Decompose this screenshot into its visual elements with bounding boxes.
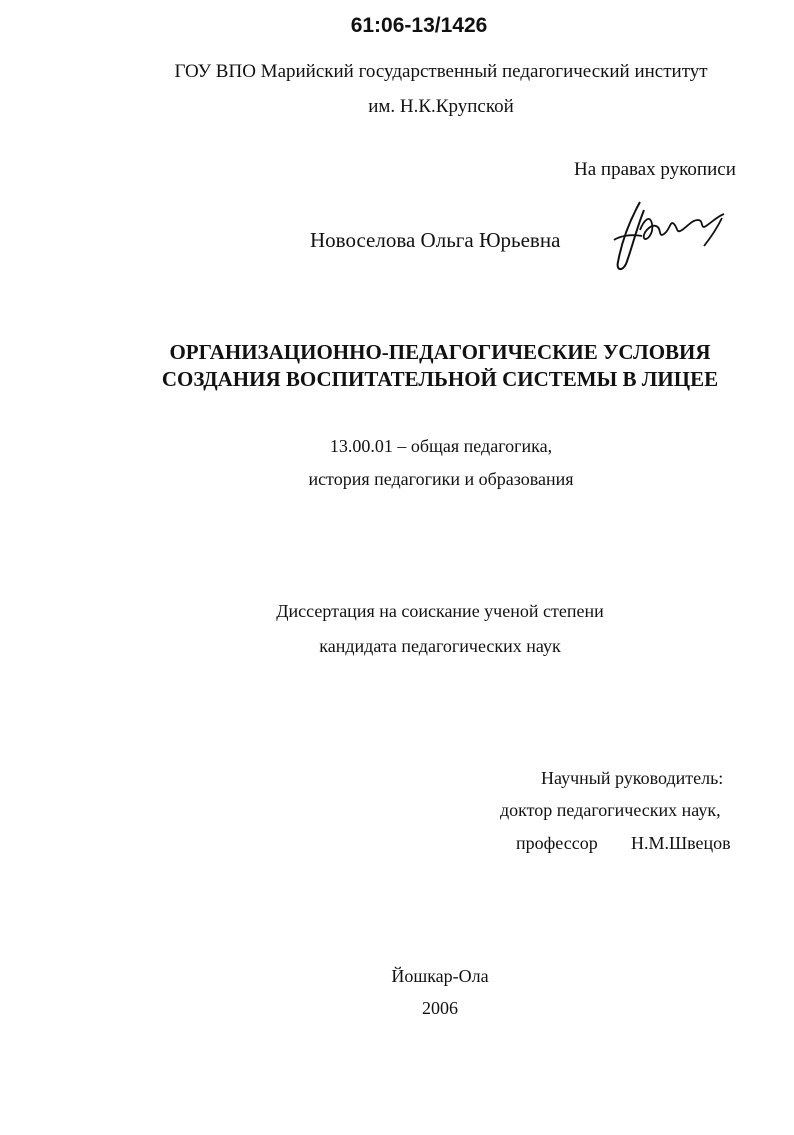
year: 2006 — [422, 998, 458, 1018]
supervisor-degree: доктор педагогических наук, — [500, 800, 721, 820]
institution-named-after: им. Н.К.Крупской — [368, 96, 514, 117]
dissertation-purpose: Диссертация на соискание ученой степени — [276, 601, 604, 621]
dissertation-degree: кандидата педагогических наук — [319, 636, 561, 656]
author-name: Новоселова Ольга Юрьевна — [310, 228, 561, 252]
specialty-code: 13.00.01 – общая педагогика, — [329, 436, 553, 456]
city: Йошкар-Ола — [391, 966, 489, 986]
dissertation-title-line-2: СОЗДАНИЯ ВОСПИТАТЕЛЬНОЙ СИСТЕМЫ В ЛИЦЕЕ — [161, 367, 719, 391]
signature-icon — [600, 190, 740, 275]
dissertation-title-line-1: ОРГАНИЗАЦИОННО-ПЕДАГОГИЧЕСКИЕ УСЛОВИЯ — [169, 340, 711, 364]
archive-code: 61:06-13/1426 — [350, 14, 488, 37]
specialty-name: история педагогики и образования — [308, 469, 574, 489]
supervisor-name: Н.М.Швецов — [631, 833, 731, 853]
manuscript-rights: На правах рукописи — [574, 159, 736, 180]
supervisor-label: Научный руководитель: — [541, 768, 724, 788]
institution-name: ГОУ ВПО Марийский государственный педагогический институт — [174, 61, 708, 82]
supervisor-rank: профессор — [516, 833, 598, 853]
